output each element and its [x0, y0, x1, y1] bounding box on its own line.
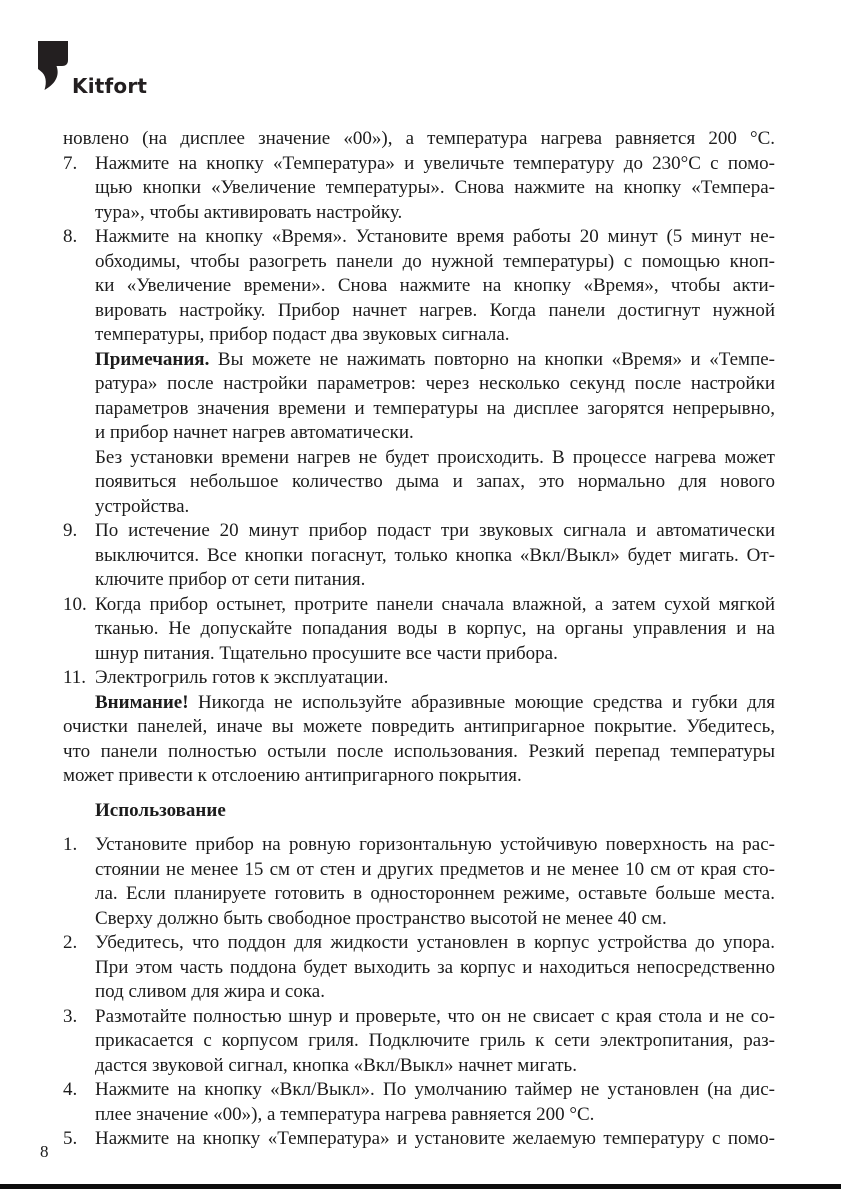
bold-lead: Внимание! [95, 691, 189, 713]
text-line: дастся звуковой сигнал, кнопка «Вкл/Выкл» начнет мигать. [95, 1054, 577, 1076]
text-line: и прибор начнет нагрев автоматически. [95, 422, 414, 443]
list-item [63, 1078, 775, 1127]
list-item [63, 225, 775, 348]
text-line: плее значение «00»), а температура нагрева равняется 200 °C. [95, 1103, 595, 1125]
list-item [63, 593, 775, 667]
list-item [63, 666, 775, 691]
text-line: При этом часть поддона будет выходить за корпус и находиться непосредственно [95, 956, 775, 978]
text-line: может привести к отслоению антипригарного покрытия. [63, 765, 522, 786]
text-line: Без установки времени нагрев не будет происходить. В процессе нагрева может [95, 446, 775, 468]
text-line: Электрогриль готов к эксплуатации. [95, 667, 389, 688]
text-line: По истечение 20 минут прибор подаст три звуковых сигнала и автоматически [95, 520, 775, 541]
paragraph [63, 348, 775, 446]
list-number: 10. [63, 593, 87, 615]
text-line: Сверху должно быть свободное пространство высотой не менее 40 см. [95, 907, 667, 929]
text-line: новлено (на дисплее значение «00»), а температура нагрева равняется 200 °C. [63, 128, 775, 149]
section-heading: Использование [95, 799, 226, 821]
document-content [63, 127, 775, 1152]
list-number: 5. [63, 1128, 78, 1149]
list-number: 8. [63, 226, 78, 247]
text-line: под сливом для жира и сока. [95, 981, 325, 1002]
text-line: устройства. [95, 495, 190, 517]
text-line: ки «Увеличение времени». Снова нажмите на кнопку «Время», чтобы акти- [95, 275, 775, 296]
text-line: параметров значения времени и температуры на дисплее загорятся непрерывно, [95, 397, 775, 419]
text-line: прикасается с корпусом гриля. Подключите гриль к сети электропитания, раз- [95, 1030, 775, 1051]
continuation-line [63, 127, 775, 152]
text-line: шнур питания. Тщательно просушите все части прибора. [95, 642, 558, 664]
text-line: тура», чтобы активировать настройку. [95, 201, 403, 223]
list-item [63, 931, 775, 1005]
kitfort-quote-mark-icon [38, 41, 68, 90]
list-item [63, 519, 775, 593]
paragraph [63, 446, 775, 520]
text-line: Нажмите на кнопку «Температура» и увеличьте температуру до 230°С с помо- [95, 152, 775, 174]
list-number: 9. [63, 520, 78, 541]
text-line: Нажмите на кнопку «Вкл/Выкл». По умолчанию таймер не установлен (на дис- [95, 1079, 775, 1100]
footer-bar [0, 1184, 841, 1189]
text-line: Установите прибор на ровную горизонтальную устойчивую поверхность на рас- [95, 834, 775, 855]
text-line: появиться небольшое количество дыма и запах, это нормально для нового [95, 471, 775, 492]
text-line: вировать настройку. Прибор начнет нагрев. Когда панели достигнут нужной [95, 299, 775, 321]
list-number: 3. [63, 1005, 78, 1027]
text-line: стоянии не менее 15 см от стен и других предметов и не менее 10 см от края сто- [95, 858, 775, 880]
paragraph [63, 691, 775, 789]
text-line: Примечания. Вы можете не нажимать повторно на кнопки «Время» и «Темпе- [95, 348, 775, 370]
text-line: Убедитесь, что поддон для жидкости установлен в корпус устройства до упора. [95, 932, 775, 953]
list-item [63, 1127, 775, 1152]
text-line: Нажмите на кнопку «Температура» и установите желаемую температуру с помо- [95, 1128, 775, 1149]
text-line: тканью. Не допускайте попадания воды в корпус, на органы управления и на [95, 618, 775, 639]
brand-name: Kitfort [72, 74, 148, 98]
text-line: Нажмите на кнопку «Время». Установите время работы 20 минут (5 минут не- [95, 226, 775, 247]
text-line: ратура» после настройки параметров: через несколько секунд после настройки [95, 373, 775, 394]
text-line: обходимы, чтобы разогреть панели до нужной температуры) с помощью кноп- [95, 250, 775, 272]
list-item [63, 833, 775, 931]
text-line: щью кнопки «Увеличение температуры». Снова нажмите на кнопку «Темпера- [95, 177, 775, 198]
kitfort-logo [38, 41, 68, 90]
text-line: Внимание! Никогда не используйте абразивные моющие средства и губки для [95, 691, 775, 713]
list-number: 1. [63, 834, 78, 855]
bold-lead: Примечания. [95, 348, 210, 370]
list-number: 11. [63, 667, 87, 688]
text-line: выключится. Все кнопки погаснут, только кнопка «Вкл/Выкл» будет мигать. От- [95, 544, 775, 566]
list-item [63, 1005, 775, 1079]
text-line: очистки панелей, иначе вы можете повредить антипригарное покрытие. Убедитесь, [63, 716, 775, 737]
list-number: 4. [63, 1079, 78, 1100]
page-number: 8 [40, 1142, 49, 1161]
text-line: ключите прибор от сети питания. [95, 569, 366, 590]
list-item [63, 152, 775, 226]
list-number: 7. [63, 152, 78, 174]
text-line: что панели полностью остыли после использования. Резкий перепад температуры [63, 740, 775, 762]
list-number: 2. [63, 932, 78, 953]
text-line: Когда прибор остынет, протрите панели сначала влажной, а затем сухой мягкой [95, 593, 775, 615]
text-line: Размотайте полностью шнур и проверьте, что он не свисает с края стола и не со- [95, 1005, 775, 1027]
text-line: температуры, прибор подаст два звуковых сигнала. [95, 324, 510, 345]
text-line: ла. Если планируете готовить в одностороннем режиме, оставьте больше места. [95, 883, 775, 904]
